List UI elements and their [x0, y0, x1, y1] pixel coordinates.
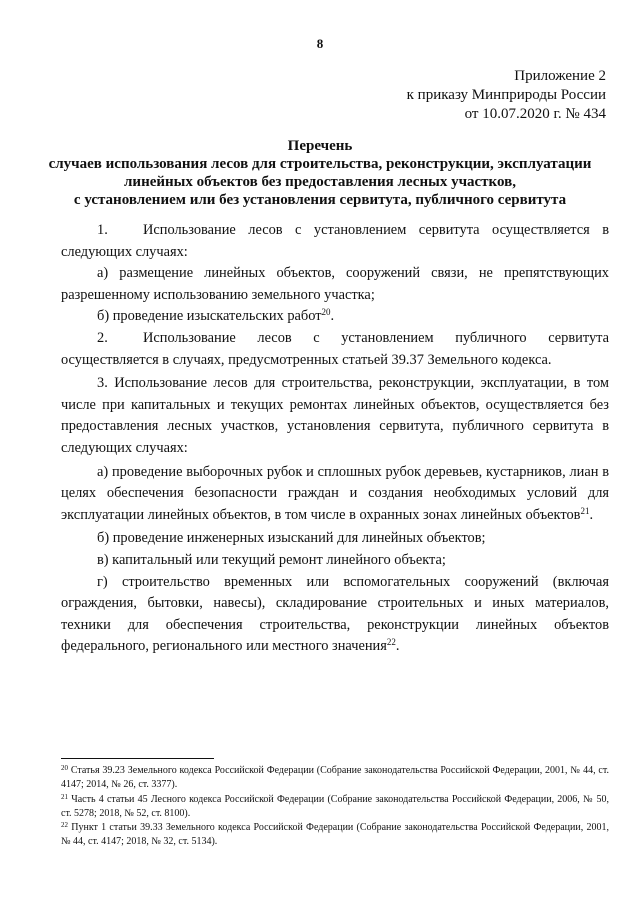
footnote-21-marker: 21 — [61, 792, 68, 801]
heading-line-2: случаев использования лесов для строительства, реконструкции, эксплуатации — [48, 156, 592, 172]
paragraph-3a — [61, 462, 609, 527]
page-number: 8 — [316, 36, 324, 51]
appendix-line-2: к приказу Минприроды России — [406, 87, 606, 103]
heading-line-3: линейных объектов без предоставления лесных участков, — [124, 174, 516, 190]
appendix-line-3: от 10.07.2020 г. № 434 — [464, 106, 606, 122]
heading-line-4: с установлением или без установления сервитута, публичного сервитута — [73, 192, 567, 208]
paragraph-2-number: 2. — [97, 329, 108, 346]
footnote-21 — [61, 793, 609, 822]
footnote-ref-22: 22 — [386, 637, 396, 648]
document-heading — [30, 137, 610, 209]
footnote-21-text: Часть 4 статьи 45 Лесного кодекса Российской Федерации (Собрание законодательства Российской Федерации, 2006, № 50, ст. 5278; 2018, № 52, ст. 8100). — [61, 793, 609, 819]
footnote-20 — [61, 764, 609, 793]
paragraph-2-text: Использование лесов с установлением публичного сервитута осуществляется в случаях, предусмотренных статьей 39.37 Земельного кодекса. — [61, 329, 609, 368]
document-body — [61, 220, 609, 658]
paragraph-1-text: Использование лесов с установлением сервитута осуществляется в следующих случаях: — [61, 222, 609, 260]
appendix-line-1: Приложение 2 — [514, 68, 606, 84]
paragraph-2 — [61, 328, 609, 371]
heading-title: Перечень — [287, 138, 353, 154]
paragraph-3d — [61, 572, 609, 658]
footnote-20-marker: 20 — [61, 764, 68, 772]
paragraph-3c: в) капитальный или текущий ремонт линейного объекта; — [97, 551, 446, 568]
paragraph-3a-end: . — [589, 506, 594, 523]
paragraph-3d-text: г) строительство временных или вспомогательных сооружений (включая ограждения, бытовки, навесы), складирование строительных и иных материалов, техники для обеспечения строительства, реконструкции линейных объектов федерального, регионального или местного значения — [61, 573, 609, 655]
footnote-20-text: Статья 39.23 Земельного кодекса Российской Федерации (Собрание законодательства Российской Федерации, 2001, № 44, ст. 4147; 2014, № 26, ст. 3377). — [61, 765, 609, 791]
footnotes — [61, 764, 609, 850]
footnote-22-text: Пункт 1 статьи 39.33 Земельного кодекса Российской Федерации (Собрание законодательства Российской Федерации, 2001, № 44, ст. 4147; 2018, № 32, ст. 5134). — [61, 822, 609, 848]
paragraph-1-number: 1. — [97, 222, 108, 238]
paragraph-1b-text: б) проведение изыскательских работ — [97, 308, 322, 325]
paragraph-1b — [61, 306, 609, 328]
paragraph-1a: а) размещение линейных объектов, сооружений связи, не препятствующих разрешенному использованию земельного участка; — [61, 265, 609, 303]
footnote-22 — [61, 821, 609, 850]
footnote-divider — [61, 758, 214, 759]
paragraph-3b: б) проведение инженерных изысканий для линейных объектов; — [97, 530, 486, 547]
paragraph-1b-end: . — [330, 308, 335, 325]
paragraph-3d-end: . — [395, 638, 400, 655]
paragraph-3: 3. Использование лесов для строительства, реконструкции, эксплуатации, в том числе при капитальных и текущих ремонтах линейных объектов, осуществляется без предоставления лесных участков, установления сервитута, публичного сервитута в следующих случаях: — [61, 375, 609, 456]
footnote-22-marker: 22 — [61, 821, 68, 830]
appendix-block — [407, 67, 606, 124]
footnote-ref-21: 21 — [580, 505, 590, 516]
footnote-ref-20: 20 — [321, 307, 331, 318]
paragraph-1 — [61, 220, 609, 263]
paragraph-3a-text: а) проведение выборочных рубок и сплошных рубок деревьев, кустарников, лиан в целях обеспечения безопасности граждан и создания необходимых условий для эксплуатации линейных объектов, в том числе в охранных зонах линейных объектов — [61, 463, 609, 523]
